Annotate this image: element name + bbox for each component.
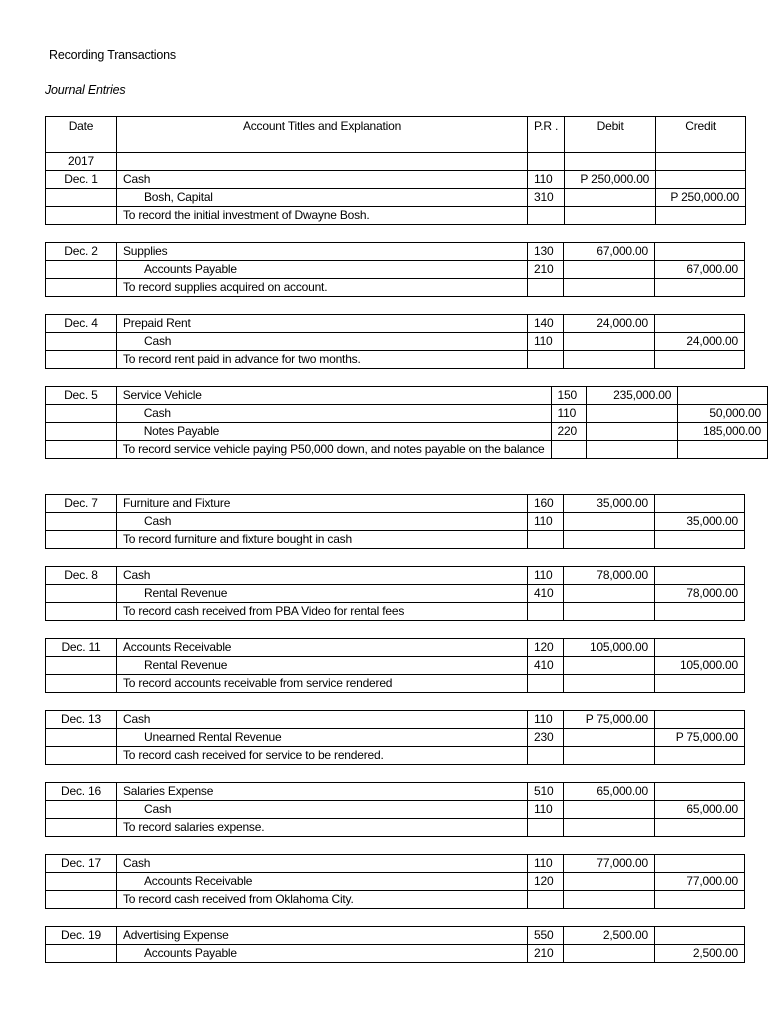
credit-amount: 78,000.00 xyxy=(655,585,745,603)
credit-amount xyxy=(655,711,745,729)
credit-amount: 35,000.00 xyxy=(655,513,745,531)
empty-cell xyxy=(656,207,746,225)
entry-date: Dec. 5 xyxy=(46,387,117,405)
empty-cell xyxy=(655,531,745,549)
entry-explanation: To record rent paid in advance for two months. xyxy=(117,351,528,369)
journal-line xyxy=(46,783,745,801)
explanation-row xyxy=(46,441,768,459)
empty-cell xyxy=(46,207,117,225)
empty-cell xyxy=(564,747,655,765)
debit-amount xyxy=(564,801,655,819)
account-title: Cash xyxy=(117,333,528,351)
posting-reference: 230 xyxy=(528,729,564,747)
journal-line xyxy=(46,873,745,891)
empty-cell xyxy=(564,819,655,837)
explanation-row xyxy=(46,891,745,909)
debit-amount xyxy=(564,729,655,747)
journal-line xyxy=(46,387,768,405)
empty-cell xyxy=(528,351,564,369)
empty-cell xyxy=(46,351,117,369)
year-row xyxy=(46,153,746,171)
journal-line xyxy=(46,315,745,333)
empty-cell xyxy=(655,603,745,621)
empty-cell xyxy=(655,279,745,297)
account-column-header: Account Titles and Explanation xyxy=(117,117,528,153)
account-title: Salaries Expense xyxy=(117,783,528,801)
posting-reference: 510 xyxy=(528,783,564,801)
debit-amount xyxy=(564,657,655,675)
empty-cell xyxy=(528,531,564,549)
account-title: Furniture and Fixture xyxy=(117,495,528,513)
credit-amount: 105,000.00 xyxy=(655,657,745,675)
entry-date: Dec. 11 xyxy=(46,639,117,657)
credit-amount: 2,500.00 xyxy=(655,945,745,963)
credit-amount xyxy=(656,171,746,189)
empty-cell xyxy=(46,891,117,909)
explanation-row xyxy=(46,207,746,225)
debit-amount: 2,500.00 xyxy=(564,927,655,945)
debit-amount: 24,000.00 xyxy=(564,315,655,333)
empty-cell xyxy=(564,279,655,297)
debit-amount: 67,000.00 xyxy=(564,243,655,261)
journal-line xyxy=(46,639,745,657)
credit-amount: P 75,000.00 xyxy=(655,729,745,747)
empty-cell xyxy=(655,675,745,693)
account-title: Cash xyxy=(117,711,528,729)
journal-entry-table xyxy=(45,926,745,963)
empty-cell xyxy=(655,747,745,765)
empty-cell xyxy=(46,675,117,693)
entry-date xyxy=(46,801,117,819)
journal-line xyxy=(46,585,745,603)
debit-amount xyxy=(564,333,655,351)
journal-line xyxy=(46,495,745,513)
posting-reference: 110 xyxy=(528,513,564,531)
posting-reference: 120 xyxy=(528,639,564,657)
explanation-row xyxy=(46,603,745,621)
posting-reference: 110 xyxy=(528,567,564,585)
posting-reference: 210 xyxy=(528,945,564,963)
explanation-row xyxy=(46,351,745,369)
debit-amount: 77,000.00 xyxy=(564,855,655,873)
entry-date xyxy=(46,261,117,279)
debit-amount: P 75,000.00 xyxy=(564,711,655,729)
credit-amount: 65,000.00 xyxy=(655,801,745,819)
empty-cell xyxy=(564,531,655,549)
account-title: Cash xyxy=(117,171,528,189)
account-title: Unearned Rental Revenue xyxy=(117,729,528,747)
empty-cell xyxy=(678,441,768,459)
account-title: Cash xyxy=(117,855,528,873)
year-cell: 2017 xyxy=(46,153,117,171)
date-column-header: Date xyxy=(46,117,117,153)
empty-cell xyxy=(564,603,655,621)
empty-cell xyxy=(551,441,587,459)
debit-amount xyxy=(565,189,656,207)
section-subtitle: Journal Entries xyxy=(45,83,126,97)
account-title: Cash xyxy=(117,567,528,585)
journal-line xyxy=(46,333,745,351)
debit-column-header: Debit xyxy=(565,117,656,153)
entry-date xyxy=(46,945,117,963)
empty-cell xyxy=(46,603,117,621)
empty-cell xyxy=(46,819,117,837)
empty-cell xyxy=(564,675,655,693)
empty-cell xyxy=(46,441,117,459)
journal-line xyxy=(46,423,768,441)
journal-entry-table xyxy=(45,314,745,369)
debit-amount: 35,000.00 xyxy=(564,495,655,513)
debit-amount xyxy=(564,261,655,279)
posting-reference: 110 xyxy=(528,855,564,873)
debit-amount xyxy=(564,945,655,963)
entry-explanation: To record furniture and fixture bought in cash xyxy=(117,531,528,549)
journal-entry-table xyxy=(45,494,745,549)
entry-explanation: To record cash received for service to be rendered. xyxy=(117,747,528,765)
posting-reference: 110 xyxy=(528,171,565,189)
entry-date xyxy=(46,729,117,747)
journal-line xyxy=(46,243,745,261)
journal-line xyxy=(46,927,745,945)
account-title: Accounts Receivable xyxy=(117,873,528,891)
entry-date xyxy=(46,189,117,207)
empty-cell xyxy=(587,441,678,459)
empty-cell xyxy=(655,819,745,837)
empty-cell xyxy=(528,207,565,225)
table-header-row xyxy=(46,117,746,153)
credit-amount xyxy=(655,315,745,333)
journal-line xyxy=(46,711,745,729)
credit-amount: 24,000.00 xyxy=(655,333,745,351)
entry-date xyxy=(46,873,117,891)
debit-amount: 65,000.00 xyxy=(564,783,655,801)
credit-amount xyxy=(655,495,745,513)
entry-date xyxy=(46,423,117,441)
empty-cell xyxy=(528,675,564,693)
posting-reference: 120 xyxy=(528,873,564,891)
entry-explanation: To record accounts receivable from service rendered xyxy=(117,675,528,693)
posting-reference: 310 xyxy=(528,189,565,207)
account-title: Supplies xyxy=(117,243,528,261)
entry-date: Dec. 8 xyxy=(46,567,117,585)
entry-explanation: To record cash received from Oklahoma City. xyxy=(117,891,528,909)
journal-line xyxy=(46,729,745,747)
entry-date: Dec. 2 xyxy=(46,243,117,261)
account-title: Service Vehicle xyxy=(116,387,551,405)
entry-date: Dec. 1 xyxy=(46,171,117,189)
journal-table-header xyxy=(45,116,746,225)
journal-entry-table xyxy=(45,638,745,693)
empty-cell xyxy=(564,891,655,909)
credit-amount: 77,000.00 xyxy=(655,873,745,891)
account-title: Accounts Payable xyxy=(117,945,528,963)
posting-reference: 160 xyxy=(528,495,564,513)
entry-date xyxy=(46,405,117,423)
empty-cell xyxy=(46,279,117,297)
debit-amount xyxy=(564,513,655,531)
account-title: Accounts Receivable xyxy=(117,639,528,657)
empty-cell xyxy=(655,891,745,909)
empty-cell xyxy=(564,351,655,369)
account-title: Bosh, Capital xyxy=(117,189,528,207)
credit-amount xyxy=(655,855,745,873)
credit-amount xyxy=(655,567,745,585)
debit-amount: 78,000.00 xyxy=(564,567,655,585)
journal-line xyxy=(46,567,745,585)
posting-reference: 410 xyxy=(528,657,564,675)
posting-reference: 150 xyxy=(551,387,587,405)
account-title: Cash xyxy=(117,801,528,819)
entry-explanation: To record supplies acquired on account. xyxy=(117,279,528,297)
journal-entry-table xyxy=(45,566,745,621)
journal-line xyxy=(46,405,768,423)
credit-amount xyxy=(655,927,745,945)
entry-date xyxy=(46,513,117,531)
debit-amount: P 250,000.00 xyxy=(565,171,656,189)
explanation-row xyxy=(46,675,745,693)
empty-cell xyxy=(46,531,117,549)
posting-reference: 110 xyxy=(551,405,587,423)
page-title: Recording Transactions xyxy=(49,48,176,62)
entry-date: Dec. 19 xyxy=(46,927,117,945)
debit-amount: 105,000.00 xyxy=(564,639,655,657)
posting-reference: 220 xyxy=(551,423,587,441)
entry-date: Dec. 4 xyxy=(46,315,117,333)
posting-reference: 550 xyxy=(528,927,564,945)
account-title: Prepaid Rent xyxy=(117,315,528,333)
account-title: Rental Revenue xyxy=(117,585,528,603)
journal-line xyxy=(46,171,746,189)
entry-date xyxy=(46,333,117,351)
posting-reference: 210 xyxy=(528,261,564,279)
empty-cell xyxy=(528,819,564,837)
debit-amount xyxy=(564,585,655,603)
entry-date xyxy=(46,657,117,675)
account-title: Rental Revenue xyxy=(117,657,528,675)
credit-amount: P 250,000.00 xyxy=(656,189,746,207)
credit-amount xyxy=(655,639,745,657)
journal-entry-table xyxy=(45,386,768,459)
account-title: Accounts Payable xyxy=(117,261,528,279)
debit-amount xyxy=(564,873,655,891)
journal-line xyxy=(46,189,746,207)
entry-date: Dec. 13 xyxy=(46,711,117,729)
explanation-row xyxy=(46,279,745,297)
account-title: Cash xyxy=(116,405,551,423)
account-title: Advertising Expense xyxy=(117,927,528,945)
journal-line xyxy=(46,855,745,873)
entry-explanation: To record salaries expense. xyxy=(117,819,528,837)
account-title: Notes Payable xyxy=(116,423,551,441)
journal-line xyxy=(46,945,745,963)
empty-cell xyxy=(655,351,745,369)
entry-explanation: To record the initial investment of Dwayne Bosh. xyxy=(117,207,528,225)
debit-amount: 235,000.00 xyxy=(587,387,678,405)
posting-reference: 110 xyxy=(528,801,564,819)
credit-amount: 50,000.00 xyxy=(678,405,768,423)
entry-explanation: To record service vehicle paying P50,000 down, and notes payable on the balance xyxy=(116,441,551,459)
credit-amount xyxy=(678,387,768,405)
account-title: Cash xyxy=(117,513,528,531)
journal-entry-table xyxy=(45,782,745,837)
pr-column-header: P.R . xyxy=(528,117,565,153)
journal-line xyxy=(46,657,745,675)
empty-cell xyxy=(528,891,564,909)
posting-reference: 410 xyxy=(528,585,564,603)
journal-entry-table xyxy=(45,242,745,297)
empty-cell xyxy=(528,747,564,765)
empty-cell xyxy=(528,279,564,297)
entry-date: Dec. 17 xyxy=(46,855,117,873)
entry-date: Dec. 16 xyxy=(46,783,117,801)
posting-reference: 130 xyxy=(528,243,564,261)
posting-reference: 110 xyxy=(528,333,564,351)
journal-line xyxy=(46,801,745,819)
debit-amount xyxy=(587,405,678,423)
journal-entry-table xyxy=(45,710,745,765)
credit-amount: 67,000.00 xyxy=(655,261,745,279)
entry-date: Dec. 7 xyxy=(46,495,117,513)
journal-entry-table xyxy=(45,854,745,909)
posting-reference: 110 xyxy=(528,711,564,729)
entry-date xyxy=(46,585,117,603)
debit-amount xyxy=(587,423,678,441)
journal-line xyxy=(46,513,745,531)
journal-line xyxy=(46,261,745,279)
empty-cell xyxy=(565,207,656,225)
explanation-row xyxy=(46,747,745,765)
empty-cell xyxy=(528,603,564,621)
credit-amount: 185,000.00 xyxy=(678,423,768,441)
explanation-row xyxy=(46,531,745,549)
credit-amount xyxy=(655,243,745,261)
empty-cell xyxy=(46,747,117,765)
explanation-row xyxy=(46,819,745,837)
posting-reference: 140 xyxy=(528,315,564,333)
entry-explanation: To record cash received from PBA Video for rental fees xyxy=(117,603,528,621)
credit-amount xyxy=(655,783,745,801)
credit-column-header: Credit xyxy=(656,117,746,153)
